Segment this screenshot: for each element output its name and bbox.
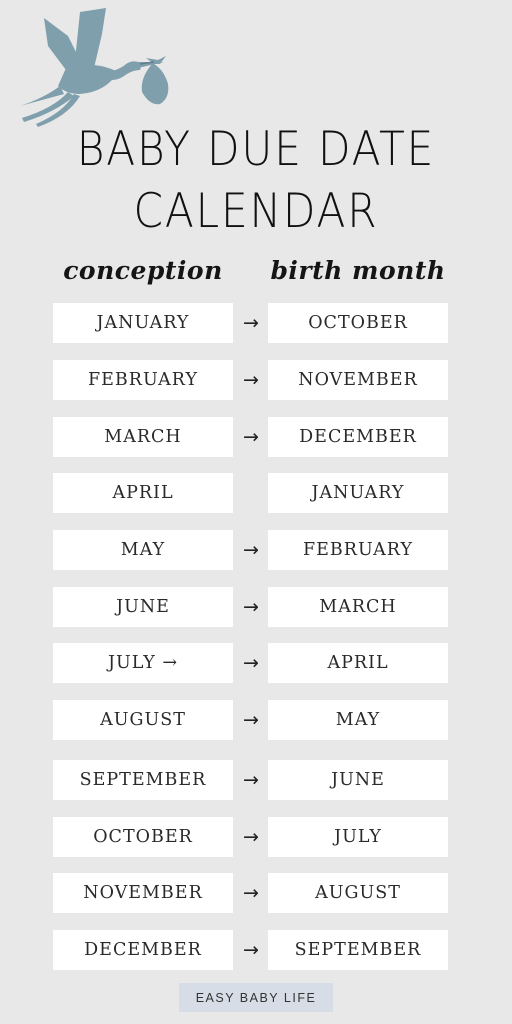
conception-month-cell: OCTOBER (53, 817, 233, 857)
conception-month-cell: SEPTEMBER (53, 760, 233, 800)
conception-month-cell: AUGUST (53, 700, 233, 740)
conception-month-cell: FEBRUARY (53, 360, 233, 400)
birth-month-cell: NOVEMBER (268, 360, 448, 400)
table-row (0, 303, 512, 343)
right-arrow-icon: → (243, 826, 259, 848)
conception-column-header: conception (63, 256, 223, 285)
birth-month-cell: MAY (268, 700, 448, 740)
birth-month-cell: JULY (268, 817, 448, 857)
conception-month-cell: MAY (53, 530, 233, 570)
right-arrow-icon: → (243, 426, 259, 448)
right-arrow-icon: → (243, 369, 259, 391)
table-row (0, 760, 512, 800)
right-arrow-icon: → (243, 939, 259, 961)
table-row (0, 530, 512, 570)
birth-month-cell: OCTOBER (268, 303, 448, 343)
birth-month-column-header: birth month (270, 256, 446, 285)
birth-month-cell: APRIL (268, 643, 448, 683)
conception-month-cell: DECEMBER (53, 930, 233, 970)
table-row (0, 930, 512, 970)
page-title-line-1: BABY DUE DATE (76, 122, 436, 177)
birth-month-cell: SEPTEMBER (268, 930, 448, 970)
table-row (0, 417, 512, 457)
table-row (0, 873, 512, 913)
conception-month-cell: JUNE (53, 587, 233, 627)
right-arrow-icon: → (243, 539, 259, 561)
right-arrow-icon: → (243, 312, 259, 334)
right-arrow-icon: → (243, 709, 259, 731)
birth-month-cell: JUNE (268, 760, 448, 800)
right-arrow-icon: → (243, 769, 259, 791)
page-title-line-2: CALENDAR (133, 184, 379, 239)
stork-icon (14, 6, 174, 128)
birth-month-cell: AUGUST (268, 873, 448, 913)
right-arrow-icon: → (243, 596, 259, 618)
conception-month-cell: JULY → (53, 643, 233, 683)
conception-month-cell: JANUARY (53, 303, 233, 343)
conception-month-cell: NOVEMBER (53, 873, 233, 913)
table-row (0, 587, 512, 627)
birth-month-cell: MARCH (268, 587, 448, 627)
table-row (0, 360, 512, 400)
right-arrow-icon (238, 473, 264, 513)
conception-month-cell: APRIL (53, 473, 233, 513)
table-row (0, 817, 512, 857)
birth-month-cell: FEBRUARY (268, 530, 448, 570)
table-row (0, 473, 512, 513)
birth-month-cell: JANUARY (268, 473, 448, 513)
right-arrow-icon: → (243, 882, 259, 904)
birth-month-cell: DECEMBER (268, 417, 448, 457)
table-row (0, 700, 512, 740)
brand-footer-badge: EASY BABY LIFE (179, 983, 333, 1012)
right-arrow-icon: → (243, 652, 259, 674)
conception-month-cell: MARCH (53, 417, 233, 457)
table-row (0, 643, 512, 683)
